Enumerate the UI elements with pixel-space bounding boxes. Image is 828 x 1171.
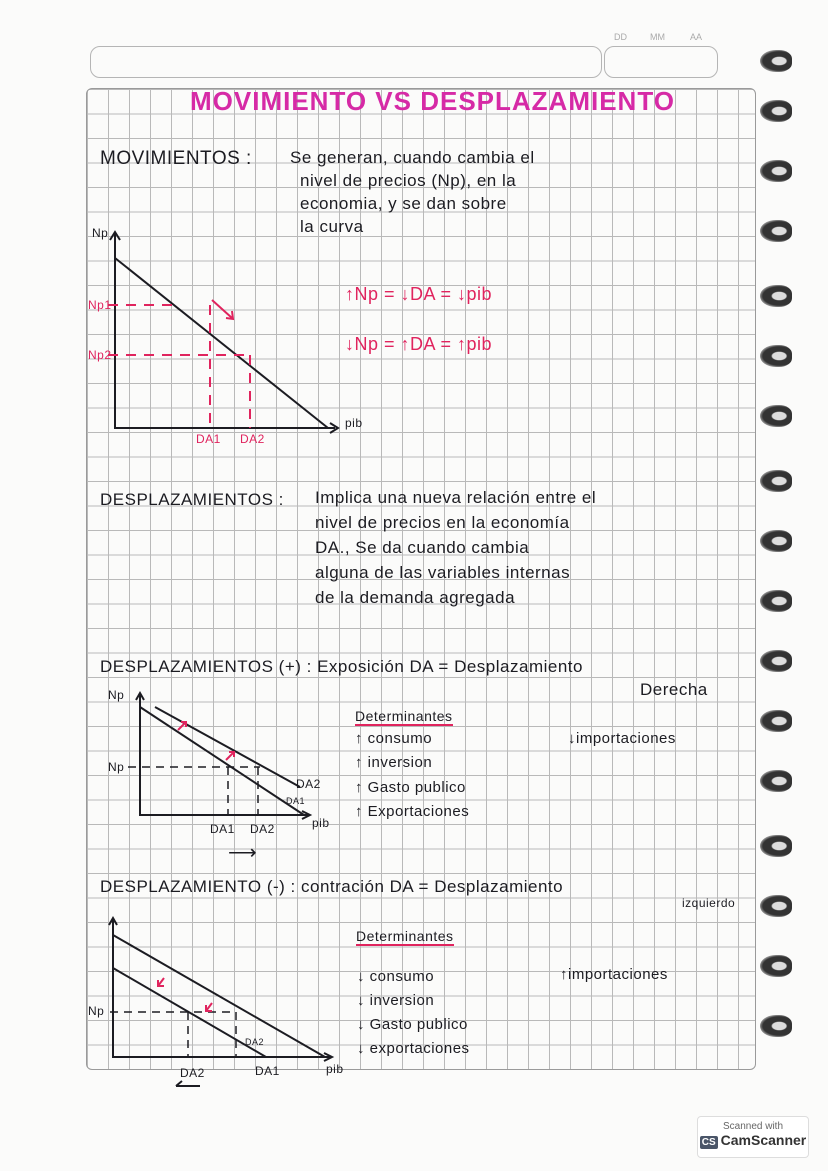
desplazamientos-line: alguna de las variables internas bbox=[315, 563, 571, 582]
positive-determinant-item: ↑ consumo bbox=[355, 730, 433, 747]
desplazamientos-line: de la demanda agregada bbox=[315, 588, 516, 607]
positive-shift-heading: DESPLAZAMIENTOS (+) : Exposición DA = Desplazamiento bbox=[100, 657, 583, 676]
graph2-da1-label: DA1 bbox=[210, 822, 235, 836]
positive-determinant-item: ↑ Gasto publico bbox=[355, 779, 466, 796]
graph3-curve-label: DA2 bbox=[245, 1037, 265, 1047]
negative-shift-heading-direction: izquierdo bbox=[682, 896, 736, 910]
graph3-axes bbox=[109, 918, 332, 1061]
movement-arrow-icon bbox=[212, 300, 233, 319]
positive-determinant-item: ↑ inversion bbox=[355, 754, 433, 771]
graph1-da1-label: DA1 bbox=[196, 432, 221, 446]
positive-determinant-item: ↑ Exportaciones bbox=[355, 803, 470, 820]
graph2-da2-label: DA2 bbox=[250, 822, 275, 836]
movimientos-heading: MOVIMIENTOS : bbox=[100, 148, 252, 169]
graph1-np1-label: Np1 bbox=[88, 298, 112, 312]
badge-scanned-with: Scanned with bbox=[722, 1121, 784, 1132]
camscanner-badge bbox=[697, 1116, 809, 1158]
graph1-da2-label: DA2 bbox=[240, 432, 265, 446]
graph1-axes bbox=[110, 232, 338, 433]
negative-determinants-title: Determinantes bbox=[356, 928, 454, 944]
desplazamientos-line: nivel de precios en la economía bbox=[315, 513, 570, 532]
graph3-x-label: pib bbox=[326, 1062, 344, 1076]
negative-determinant-item: ↓ inversion bbox=[357, 992, 435, 1009]
movimientos-line: la curva bbox=[300, 217, 364, 236]
right-arrow-icon: ⟶ bbox=[228, 842, 258, 864]
negative-determinant-imports: ↑importaciones bbox=[560, 966, 668, 983]
camscanner-logo-icon: CS bbox=[701, 1137, 716, 1148]
equation-increase-np: ↑Np = ↓DA = ↓pib bbox=[345, 284, 493, 304]
graph2-y-label: Np bbox=[108, 688, 125, 702]
movimientos-line: economia, y se dan sobre bbox=[300, 194, 507, 213]
graph-negative-shift bbox=[109, 918, 332, 1086]
desplazamientos-line: DA., Se da cuando cambia bbox=[315, 538, 530, 557]
positive-determinant-imports: ↓importaciones bbox=[568, 730, 676, 747]
badge-brand: CamScanner bbox=[720, 1132, 807, 1148]
graph3-da2-arrow-icon bbox=[176, 1081, 200, 1086]
graph2-curve-da2-label: DA2 bbox=[296, 777, 321, 791]
graph2-np-label: Np bbox=[108, 760, 125, 774]
movimientos-line: nivel de precios (Np), en la bbox=[300, 171, 517, 190]
graph1-np2-label: Np2 bbox=[88, 348, 112, 362]
graph3-curve-outer bbox=[113, 935, 325, 1057]
graph1-x-label: pib bbox=[345, 416, 363, 430]
equation-decrease-np: ↓Np = ↑DA = ↑pib bbox=[345, 334, 493, 354]
graph2-curve-da1-label: DA1 bbox=[286, 796, 306, 806]
negative-determinant-item: ↓ Gasto publico bbox=[357, 1016, 468, 1033]
shift-left-arrow-icon bbox=[206, 1003, 212, 1011]
graph1-y-label: Np bbox=[92, 226, 109, 240]
graph3-da2-label: DA2 bbox=[180, 1066, 205, 1080]
date-label-mm: MM bbox=[650, 32, 665, 42]
graph-movement bbox=[108, 232, 338, 433]
negative-determinant-item: ↓ exportaciones bbox=[357, 1040, 470, 1057]
negative-shift-heading: DESPLAZAMIENTO (-) : contración DA = Desplazamiento bbox=[100, 877, 564, 896]
negative-determinant-item: ↓ consumo bbox=[357, 968, 435, 985]
date-label-dd: DD bbox=[614, 32, 627, 42]
desplazamientos-line: Implica una nueva relación entre el bbox=[315, 488, 597, 507]
shift-right-arrow-icon bbox=[178, 722, 186, 730]
page-title: MOVIMIENTO VS DESPLAZAMIENTO bbox=[190, 86, 675, 116]
graph3-curve-inner bbox=[113, 968, 266, 1057]
shift-left-arrow-icon bbox=[158, 978, 164, 986]
graph2-x-label: pib bbox=[312, 816, 330, 830]
movimientos-line: Se generan, cuando cambia el bbox=[290, 148, 535, 167]
positive-shift-heading-direction: Derecha bbox=[640, 680, 708, 699]
date-label-aa: AA bbox=[690, 32, 703, 42]
graph3-da1-label: DA1 bbox=[255, 1064, 280, 1078]
graph3-np-label: Np bbox=[88, 1004, 105, 1018]
shift-right-arrow-icon bbox=[226, 752, 234, 760]
graph2-curve-da1 bbox=[140, 707, 304, 815]
positive-determinants-title: Determinantes bbox=[355, 708, 453, 724]
desplazamientos-heading: DESPLAZAMIENTOS : bbox=[100, 490, 284, 509]
graph1-demand-curve bbox=[115, 258, 328, 428]
graph-positive-shift bbox=[128, 693, 310, 819]
